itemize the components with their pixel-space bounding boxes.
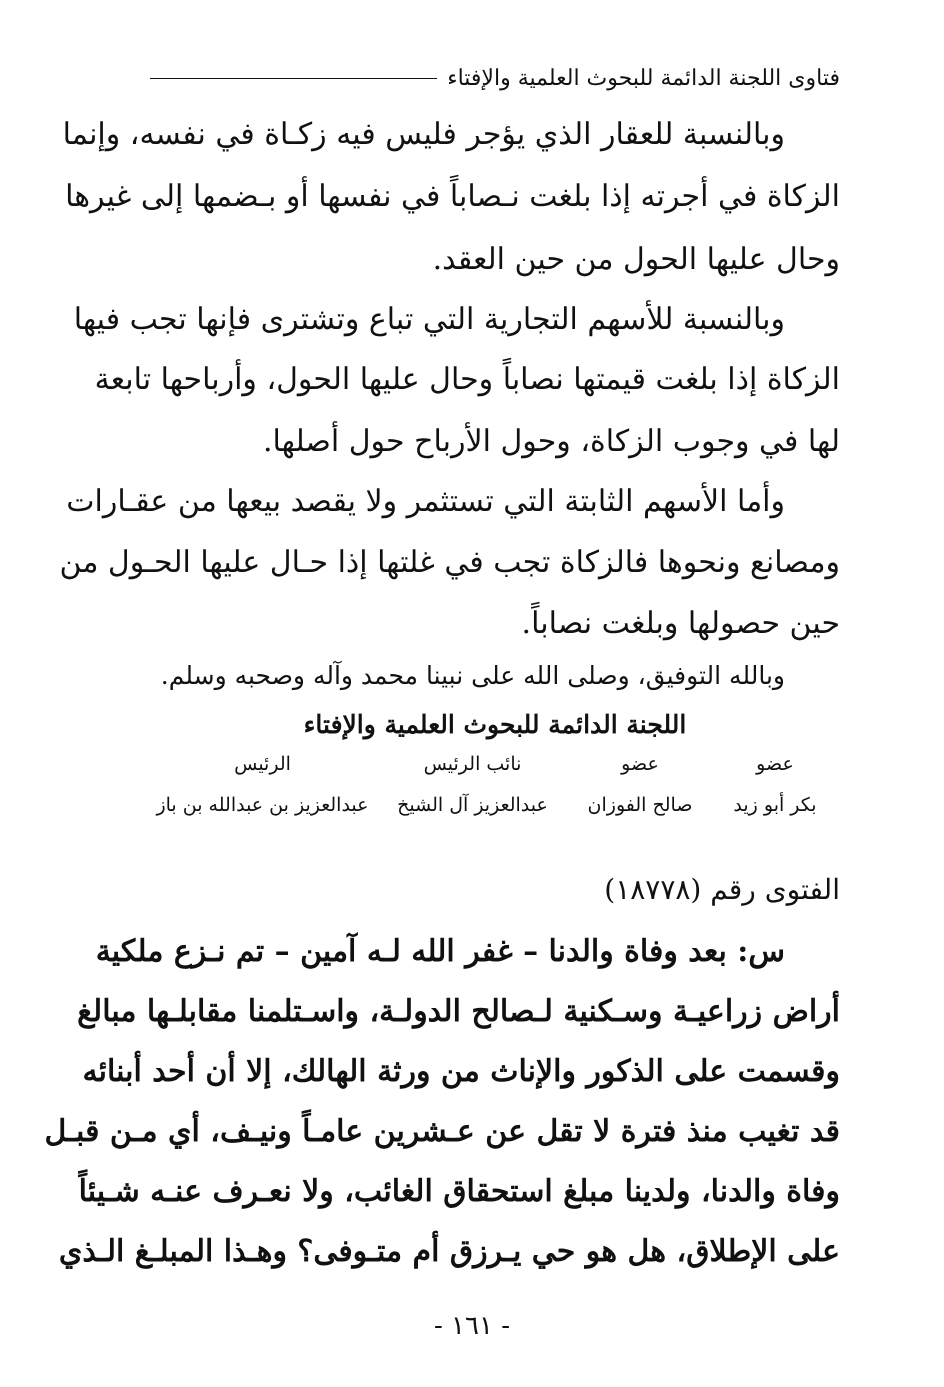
running-header — [150, 58, 840, 98]
body-line: وبالنسبة للعقار الذي يؤجر فليس فيه زكـاة في نفسه، وإنما — [62, 117, 785, 152]
body-line: لها في وجوب الزكاة، وحول الأرباح حول أصلها. — [262, 424, 840, 459]
role-vice-president: نائب الرئيس — [423, 753, 522, 775]
question-line: وقسمت على الذكور والإناث من ورثة الهالك، إلا أن أحد أبنائه — [82, 1054, 840, 1089]
question-line: على الإطلاق، هل هو حي يـرزق أم متـوفى؟ وهـذا المبلـغ الـذي — [58, 1234, 840, 1269]
name-vice-president: عبدالعزيز آل الشيخ — [397, 794, 548, 816]
body-line: الزكاة في أجرته إذا بلغت نـصاباً في نفسها أو بـضمها إلى غيرها — [65, 179, 840, 214]
role-member-2: عضو — [621, 753, 659, 775]
question-line: وفاة والدنا، ولدينا مبلغ استحقاق الغائب، ولا نعـرف عنـه شـيئاً — [78, 1174, 840, 1209]
signatory-roles — [150, 749, 840, 779]
body-line: وأما الأسهم الثابتة التي تستثمر ولا يقصد بيعها من عقـارات — [66, 484, 785, 519]
body-line: حين حصولها وبلغت نصاباً. — [521, 606, 840, 641]
body-line: الزكاة إذا بلغت قيمتها نصاباً وحال عليها الحول، وأرباحها تابعة — [94, 362, 840, 397]
name-member-1: بكر أبو زيد — [733, 794, 817, 816]
body-line: ومصانع ونحوها فالزكاة تجب في غلتها إذا حـال عليها الحـول من — [59, 545, 840, 580]
header-rule — [150, 78, 437, 79]
body-line: وحال عليها الحول من حين العقد. — [432, 242, 840, 277]
name-president: عبدالعزيز بن عبدالله بن باز — [156, 794, 369, 816]
question-line: قد تغيب منذ فترة لا تقل عن عـشرين عامـاً ونيـف، أي مـن قبـل — [44, 1114, 840, 1149]
name-member-2: صالح الفوزان — [587, 794, 693, 816]
committee-name: اللجنة الدائمة للبحوث العلمية والإفتاء — [303, 710, 687, 739]
closing-prayer: وبالله التوفيق، وصلى الله على نبينا محمد وآله وصحبه وسلم. — [160, 661, 785, 690]
question-line: س: بعد وفاة والدنا – غفر الله لـه آمين – تم نـزع ملكية — [95, 934, 785, 969]
signatory-names — [150, 790, 840, 820]
fatwa-number: الفتوى رقم (١٨٧٧٨) — [604, 873, 840, 906]
role-president: الرئيس — [234, 753, 291, 775]
body-line: وبالنسبة للأسهم التجارية التي تباع وتشترى فإنها تجب فيها — [73, 302, 785, 337]
page-number: - ١٦١ - — [433, 1311, 511, 1341]
role-member-1: عضو — [756, 753, 794, 775]
header-title: فتاوى اللجنة الدائمة للبحوث العلمية والإفتاء — [447, 65, 840, 91]
question-line: أراض زراعيـة وسـكنية لـصالح الدولـة، واسـتلمنا مقابلـها مبالغ — [77, 994, 840, 1029]
